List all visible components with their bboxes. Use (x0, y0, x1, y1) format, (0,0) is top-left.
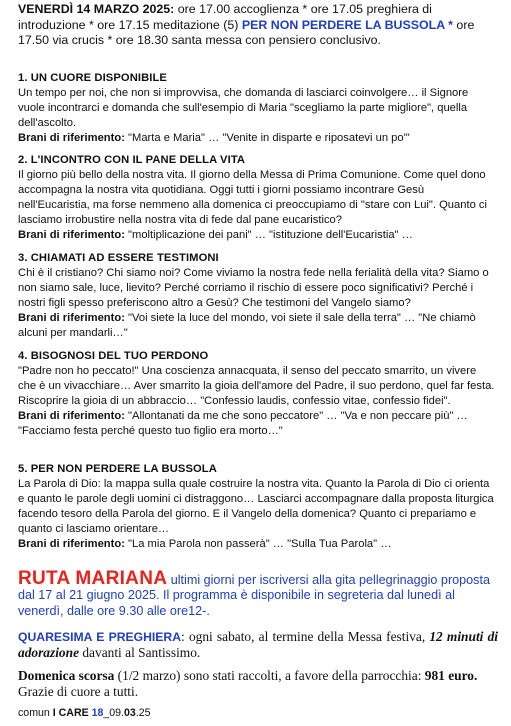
ref-text: "Voi siete la luce del mondo, voi siete il sale della terra" … "Ne chiamò alcuni per mandarli…" (18, 312, 476, 339)
section-references (18, 537, 496, 552)
ref-text: "La mia Parola non passerà" … "Sulla Tua Parola" … (124, 538, 392, 550)
section-1 (18, 70, 496, 146)
section-text: La Parola di Dio: la mappa sulla quale costruire la nostra vita. Quanto la Parola di Dio ci orienta e quanto le parole degli uomini ci distraggono… Lasciarci accompagnare dalla proposta liturgica facendo tesoro della Parola del giorno. E il Vangelo della domenica? Quanto ci prepariamo e quanto ci lasciamo orientare… (18, 478, 494, 535)
ref-text: "moltiplicazione dei pani" … "istituzione dell'Eucaristia" … (124, 229, 413, 241)
section-4 (18, 348, 496, 439)
section-title: 4. BISOGNOSI DEL TUO PERDONO (18, 350, 209, 362)
quaresima-heading: QUARESIMA E PREGHIERA (18, 630, 182, 644)
ruta-title: RUTA MARIANA (18, 568, 168, 589)
intro-schedule (18, 2, 496, 49)
domenica-notice (18, 668, 498, 700)
section-5 (18, 461, 496, 552)
section-references (18, 131, 496, 146)
footer-month: 03 (124, 707, 136, 719)
ref-text: "Marta e Maria" … "Venite in disparte e riposatevi un po'" (124, 132, 410, 144)
section-text: "Padre non ho peccato!" Una coscienza annacquata, il senso del peccato smarrito, un vivere che è un vivacchiare… Aver smarrito la gioia dell'amore del Padre, il suo perdono, quel far festa. Riscoprire la gioia di un abbraccio… "Confessio laudis, confessio vitae, confessio fidei". (18, 365, 495, 407)
intro-date: VENERDÌ 14 MARZO 2025: (18, 2, 175, 16)
footer-sep: _09. (103, 707, 125, 719)
footer-year: .25 (135, 707, 151, 719)
intro-part1: ore 17.00 accoglienza * ore 17.05 preghiera di introduzione * ore 17.15 meditazione (5) (18, 2, 432, 32)
section-2 (18, 152, 496, 243)
domenica-text2: Grazie di cuore a tutti. (18, 684, 139, 699)
section-references (18, 409, 496, 439)
intro-part2: ore 17.50 via crucis * ore 18.30 santa messa con pensiero conclusivo. (18, 17, 475, 48)
section-text: Chi è il cristiano? Chi siamo noi? Come viviamo la nostra fede nella ferialità della vita? Siamo o non siamo sale, luce, lievito? Perché corriamo il rischio di essere poco significativi? Perché i nostri figli spesso preferiscono altro a Gesù? Che testimoni del Vangelo siamo? (18, 267, 489, 309)
ruta-text: ultimi giorni per iscriversi alla gita pellegrinaggio proposta dal 17 al 21 giugno 2025. Il programma è disponibile in segreteria dal lunedì al venerdì, dalle ore 9.30 alle ore12-. (18, 573, 490, 618)
domenica-amount: 981 euro. (424, 668, 478, 683)
section-title: 5. PER NON PERDERE LA BUSSOLA (18, 463, 217, 475)
footer-brand: I CARE (52, 707, 89, 719)
quaresima-notice (18, 629, 498, 661)
section-title: 1. UN CUORE DISPONIBILE (18, 72, 167, 84)
ref-label: Brani di riferimento: (18, 538, 125, 550)
ref-label: Brani di riferimento: (18, 229, 125, 241)
section-title: 2. L'INCONTRO CON IL PANE DELLA VITA (18, 154, 246, 166)
section-title: 3. CHIAMATI AD ESSERE TESTIMONI (18, 252, 219, 264)
section-text: Un tempo per noi, che non si improvvisa, che domanda di lasciarci coinvolgere… il Signore vuole incontrarci e domanda che sull'esempio di Maria "scegliamo la parte migliore", quella dell'ascolto. (18, 87, 469, 129)
ref-label: Brani di riferimento: (18, 132, 125, 144)
section-text: Il giorno più bello della nostra vita. Il giorno della Messa di Prima Comunione. Come quel dono accompagna la nostra vita quotidiana. Oggi tutti i giorni possiamo incontrare Gesù nell'Eucaristia, ma forse nemmeno alla domenica ci preoccupiamo di "stare con Lui". Quanto ci lasciamo irrobustire nella nostra vita di fede dal pane eucaristico? (18, 169, 487, 226)
ruta-mariana-notice (18, 568, 498, 619)
quaresima-text2: davanti al Santissimo. (79, 645, 201, 660)
ref-label: Brani di riferimento: (18, 312, 125, 324)
footer-issue-number: 18 (88, 707, 104, 719)
domenica-heading: Domenica scorsa (18, 668, 115, 683)
domenica-text1: (1/2 marzo) sono stati raccolti, a favore della parrocchia: (114, 668, 425, 683)
section-references (18, 228, 496, 243)
ref-label: Brani di riferimento: (18, 410, 125, 422)
quaresima-text1: : ogni sabato, al termine della Messa festiva, (181, 629, 430, 644)
footer-issue (18, 707, 151, 720)
section-references (18, 311, 496, 341)
ref-text: "Allontanati da me che sono peccatore" … "Va e non peccare più" … "Facciamo festa perché questo tuo figlio era morto…" (18, 410, 468, 437)
footer-prefix: comun (18, 707, 53, 719)
intro-highlight: PER NON PERDERE LA BUSSOLA * (241, 17, 453, 32)
section-3 (18, 250, 496, 341)
quaresima-emphasis: 12 minuti di adorazione (18, 629, 498, 660)
